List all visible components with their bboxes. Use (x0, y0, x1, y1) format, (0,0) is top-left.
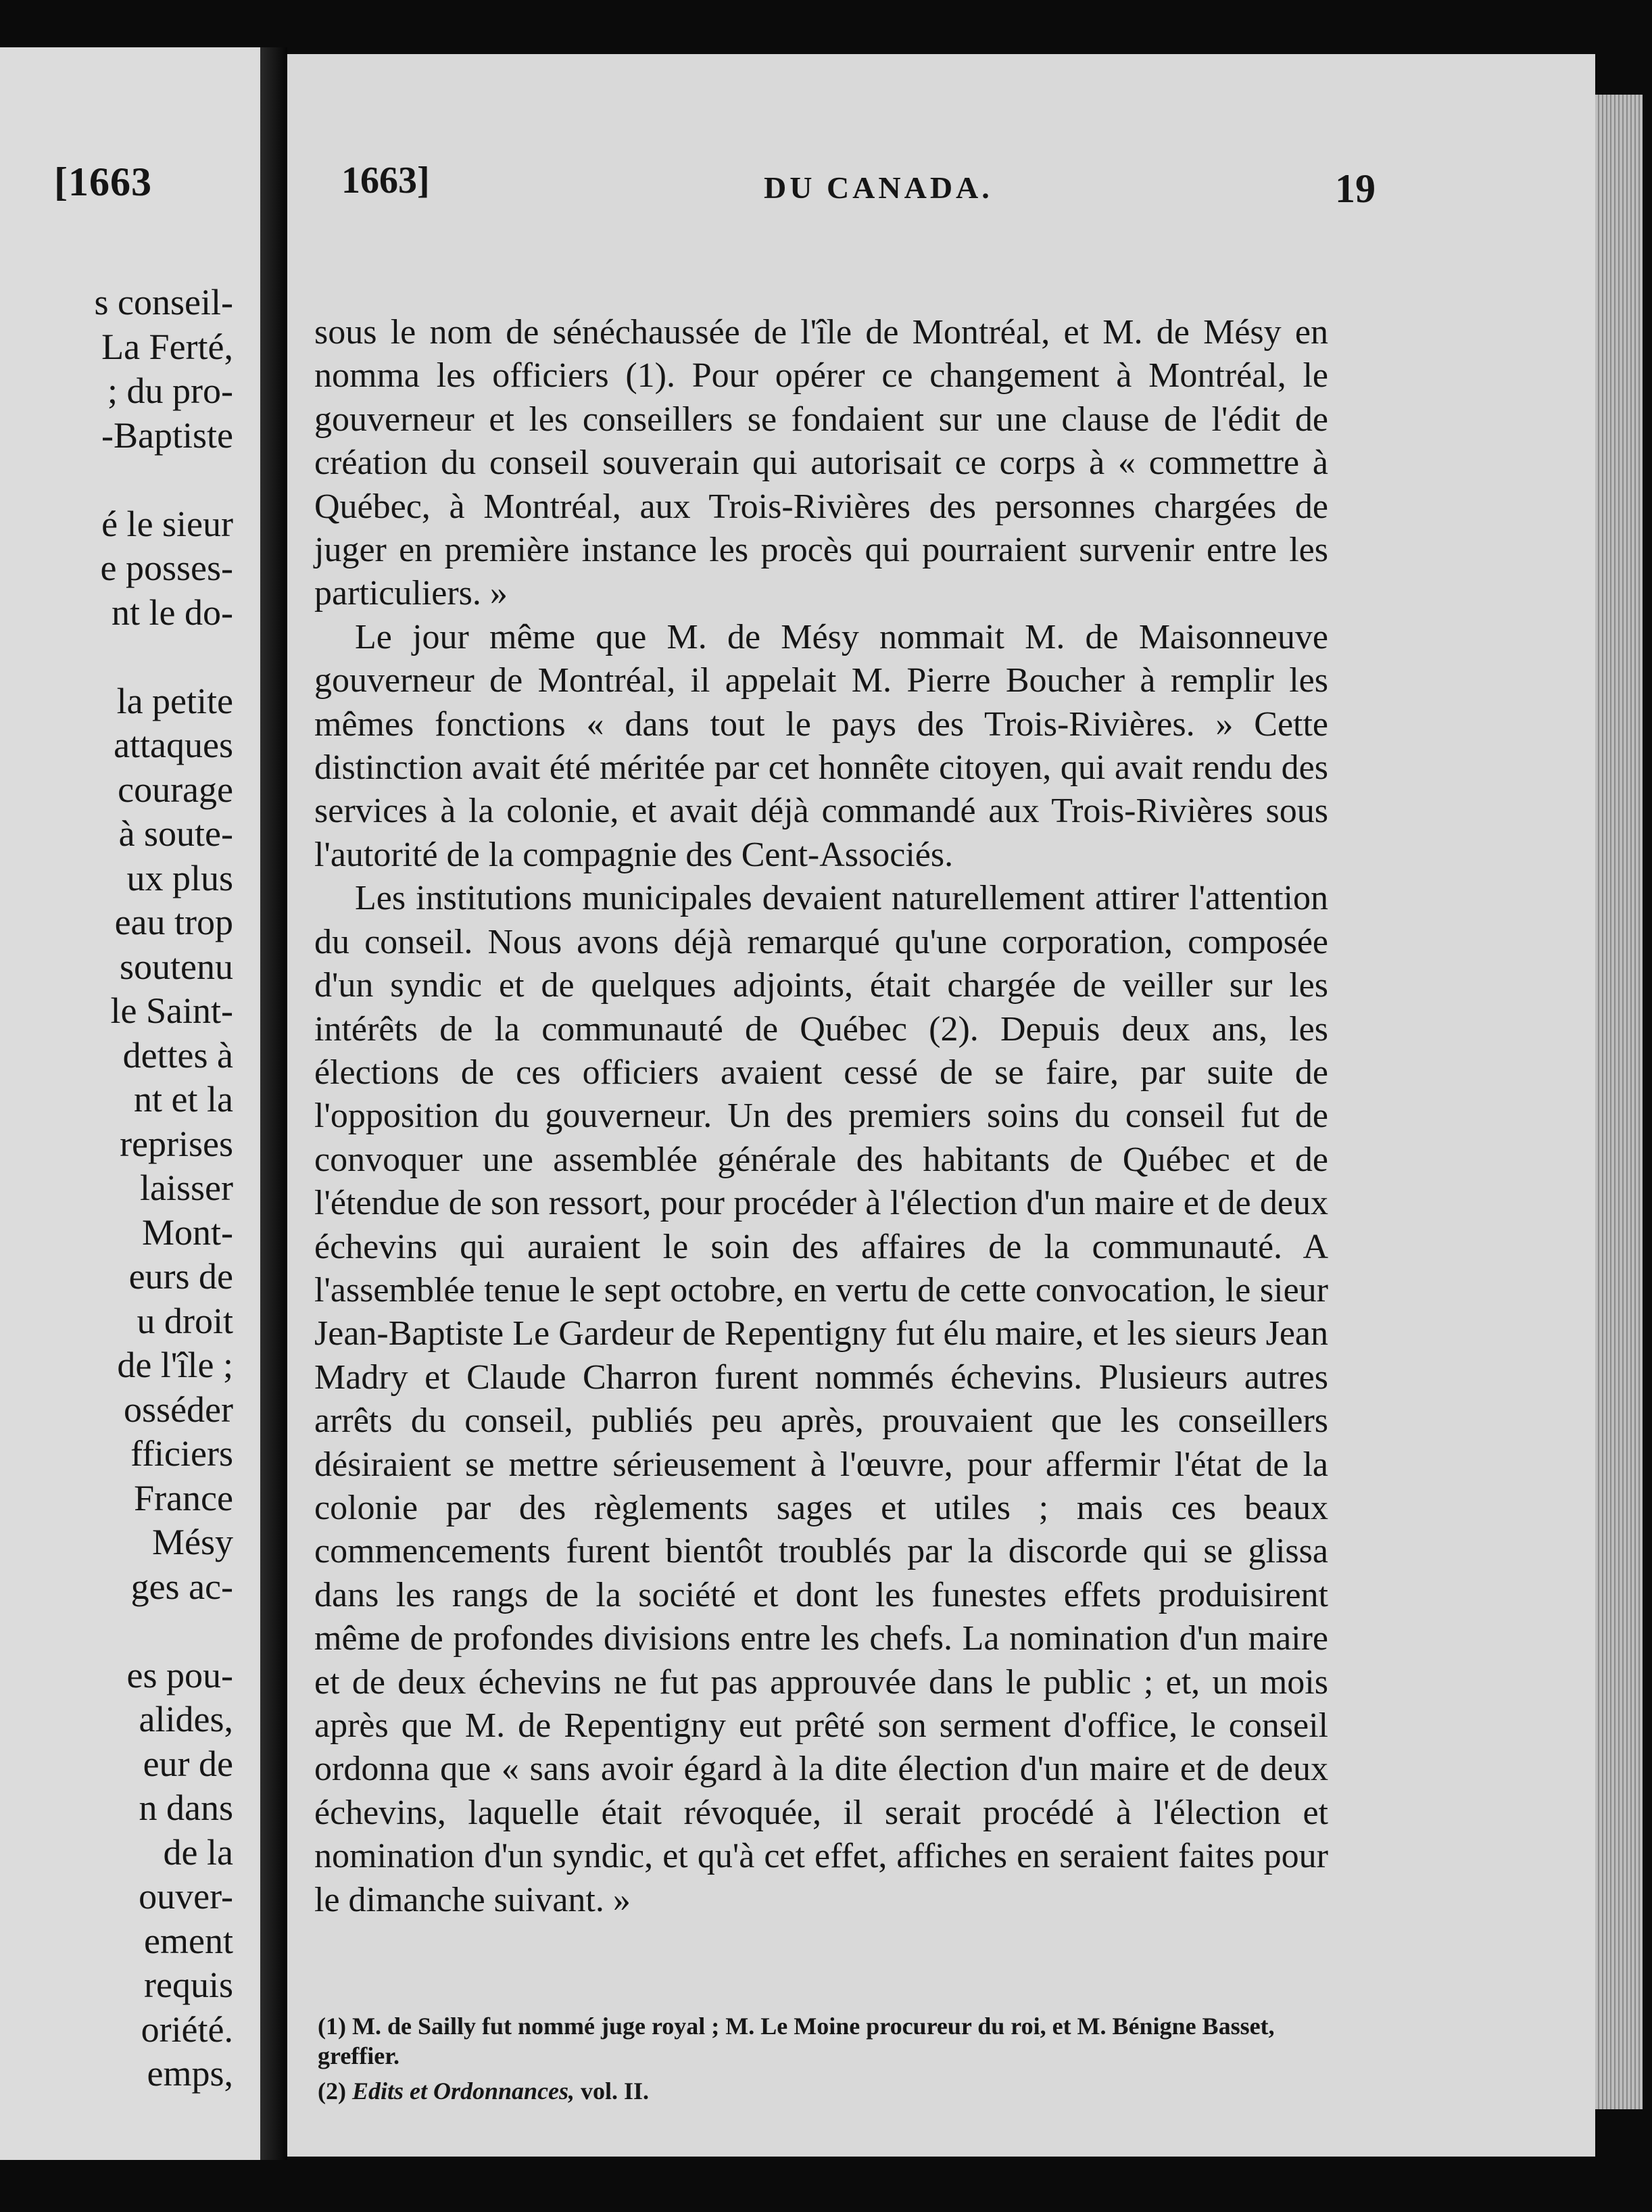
left-page-line: osséder (124, 1389, 233, 1430)
left-page-line: u droit (137, 1300, 233, 1341)
left-page-header: [1663 (54, 160, 152, 204)
paragraph: Le jour même que M. de Mésy nommait M. de Maisonneuve gouverneur de Montréal, il appelait M. Pierre Boucher à remplir les mêmes fonctions « dans tout le pays des Trois-Rivières. » Cette distinction avait été méritée par cet honnête citoyen, qui avait rendu des services à la colonie, et avait déjà commandé aux Trois-Rivières sous l'autorité de la compagnie des Cent-Associés. (314, 617, 1328, 874)
left-page-line: de l'île ; (117, 1345, 233, 1385)
left-page-line: emps, (147, 2053, 233, 2094)
footnote-2 (318, 2076, 1332, 2106)
left-page-line: ges ac- (130, 1566, 233, 1607)
left-page-line: laisser (140, 1168, 233, 1208)
footnote-2-title: Edits et Ordonnances, (351, 2077, 575, 2105)
left-page-line: nt le do- (112, 592, 233, 633)
left-page-line: à soute- (118, 813, 233, 854)
left-page-line: dettes à (122, 1034, 233, 1076)
paragraph: sous le nom de sénéchaussée de l'île de Montréal, et M. de Mésy en nomma les officiers (1). Pour opérer ce changement à Montréal, le gouverneur et les conseillers se fondaient sur une clause de l'édit de création du conseil souverain qui autorisait ce corps à « commettre à Québec, à Montréal, aux Trois-Rivières des personnes chargées de juger en première instance les procès qui pourraient survenir entre les particuliers. » (314, 313, 1328, 613)
running-head (318, 159, 1376, 220)
book-gutter (260, 47, 287, 2160)
footnote-2-rest: vol. II. (581, 2077, 650, 2105)
header-year: 1663] (341, 160, 430, 201)
left-page-line: Mésy (152, 1522, 233, 1562)
left-page-line: ; du pro- (107, 370, 233, 411)
left-page-line: courage (118, 769, 233, 810)
left-facing-page (0, 47, 260, 2160)
left-page-line: nt et la (134, 1079, 233, 1120)
left-page-line: oriété. (141, 2009, 233, 2050)
main-page (287, 54, 1595, 2157)
left-page-line: ement (144, 1920, 233, 1961)
page-number: 19 (1335, 166, 1376, 211)
left-page-line: ouver- (139, 1876, 233, 1917)
left-page-line: e posses- (100, 548, 233, 588)
left-page-line: de la (163, 1831, 233, 1873)
left-page-line: le Saint- (110, 990, 233, 1031)
left-page-line: attaques (114, 725, 233, 765)
left-page-line: es pou- (126, 1654, 233, 1696)
left-page-line: eau trop (114, 902, 233, 942)
left-page-line: eur de (143, 1743, 233, 1784)
left-page-line: soutenu (120, 946, 233, 987)
left-page-line: n dans (139, 1787, 233, 1828)
footnote-1: (1) M. de Sailly fut nommé juge royal ; M. Le Moine procureur du roi, et M. Bénigne Basset, greffier. (318, 2013, 1275, 2069)
header-title: DU CANADA. (764, 170, 993, 205)
left-page-line: reprises (120, 1123, 233, 1164)
left-page-line: é le sieur (101, 503, 233, 544)
left-page-line: eurs de (128, 1256, 233, 1297)
footnotes (318, 2011, 1332, 2111)
left-page-line: -Baptiste (101, 414, 233, 456)
left-page-line: fficiers (130, 1433, 233, 1474)
left-page-line: La Ferté, (101, 326, 233, 367)
left-page-line: alides, (139, 1699, 233, 1739)
left-page-line: la petite (116, 680, 233, 721)
page-edges (1595, 95, 1643, 2109)
paragraph: Les institutions municipales devaient naturellement attirer l'attention du conseil. Nous avons déjà remarqué qu'une corporation, composée d'un syndic et de quelques adjoints, était chargée de veiller sur les intérêts de la communauté de Québec (2). Depuis deux ans, les élections de ces officiers avaient cessé de se faire, par suite de l'opposition du gouverneur. Un des premiers soins du conseil fut de convoquer une assemblée générale des habitants de Québec et de l'étendue de son ressort, pour procéder à l'élection d'un maire et de deux échevins qui auraient le soin des affaires de la communauté. A l'assemblée tenue le sept octobre, en vertu de cette convocation, le sieur Jean-Baptiste Le Gardeur de Repentigny fut élu maire, et les sieurs Jean Madry et Claude Charron furent nommés échevins. Plusieurs autres arrêts du conseil, publiés peu après, prouvaient que les conseillers désiraient se mettre sérieusement à l'œuvre, pour affermir l'état de la colonie par des règlements sages et utiles ; mais ces beaux commencements furent bientôt troublés par la discorde qui se glissa dans les rangs de la société et dont les funestes effets produisirent même de profondes divisions entre les chefs. La nomination d'un maire et de deux échevins ne fut pas approuvée dans le public ; et, un mois après que M. de Repentigny eut prêté son serment d'office, le conseil ordonna que « sans avoir égard à la dite élection d'un maire et de deux échevins, laquelle était révoquée, il serait procédé à l'élection et nomination d'un syndic, et qu'à cet effet, affiches en seraient faites pour le dimanche suivant. » (314, 879, 1328, 1919)
left-page-line: ux plus (126, 857, 233, 898)
left-page-line: s conseil- (94, 282, 233, 322)
left-page-line: France (134, 1477, 233, 1518)
left-page-line: requis (144, 1965, 233, 2005)
body-text (314, 311, 1328, 1922)
left-page-line: Mont- (142, 1211, 233, 1253)
footnote-2-number: (2) (318, 2077, 346, 2105)
